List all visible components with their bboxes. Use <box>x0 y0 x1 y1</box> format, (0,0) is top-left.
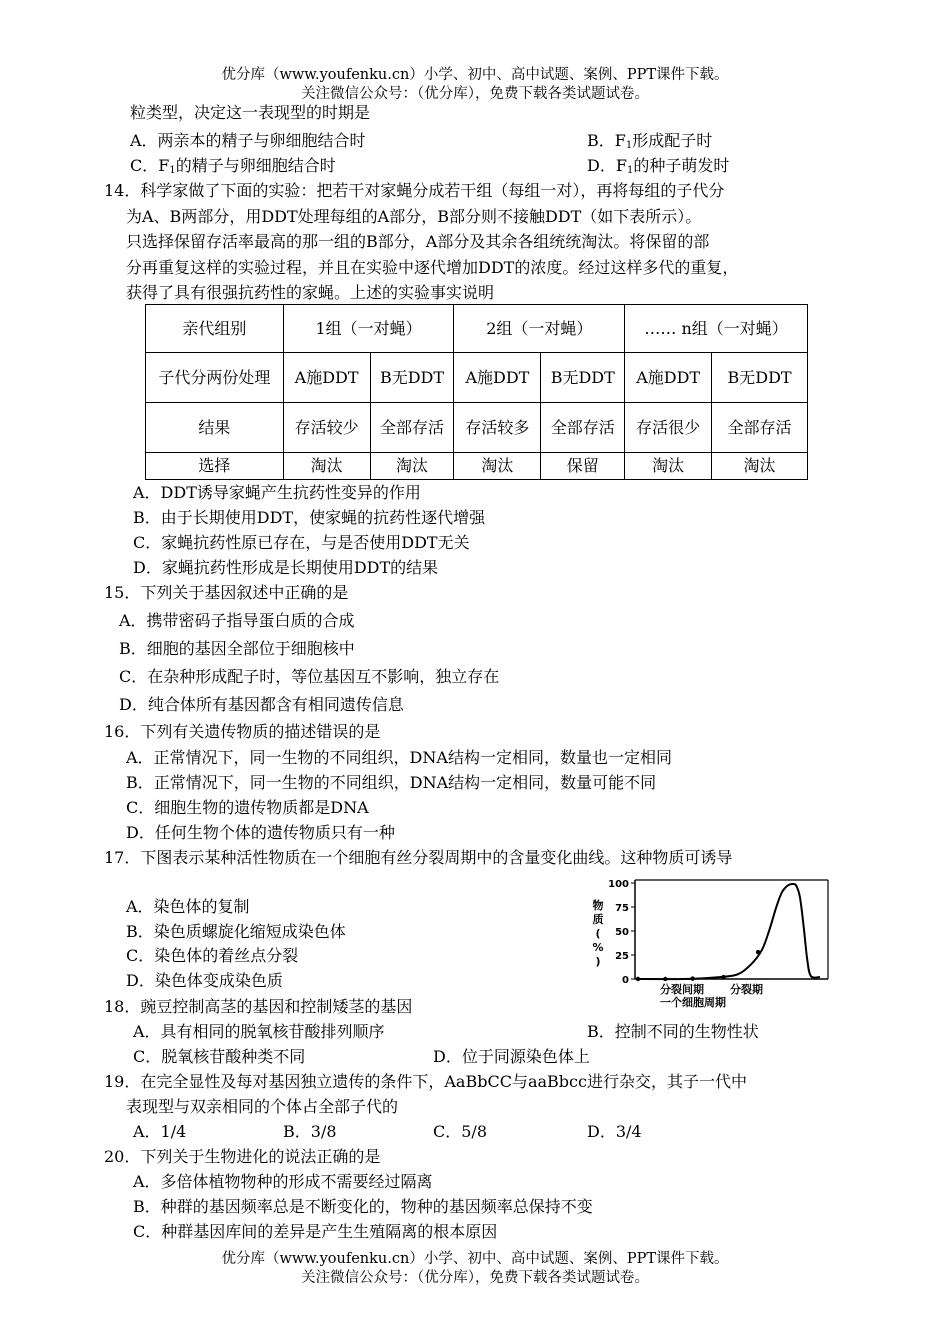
table-row <box>146 353 808 403</box>
table-cell: 淘汰 <box>370 453 454 480</box>
table-header-row <box>146 305 808 353</box>
q20-stem: 20．下列关于生物进化的说法正确的是 <box>104 1147 381 1166</box>
data-point <box>756 950 760 954</box>
q18-option-d: D．位于同源染色体上 <box>433 1047 590 1066</box>
q16-option-b: B．正常情况下，同一生物的不同组织，DNA结构一定相同，数量可能不同 <box>126 773 657 792</box>
table-cell: B无DDT <box>370 353 454 403</box>
q17-option-c: C．染色体的着丝点分裂 <box>126 946 299 965</box>
q19-option-d: D．3/4 <box>587 1122 642 1141</box>
y-tick-label: 100 <box>608 879 629 890</box>
header-line-1: 优分库（www.youfenku.cn）小学、初中、高中试题、案例、PPT课件下载。 <box>221 67 729 83</box>
q17-stem: 17．下图表示某种活性物质在一个细胞有丝分裂周期中的含量变化曲线。这种物质可诱导 <box>104 848 733 867</box>
data-point <box>636 977 640 981</box>
y-axis-label-glyph: % <box>592 941 604 954</box>
table-cell: 结果 <box>146 403 284 453</box>
table-cell: 淘汰 <box>454 453 541 480</box>
table-cell: 全部存活 <box>370 403 454 453</box>
ddt-experiment-table <box>145 304 808 480</box>
table-cell: A施DDT <box>625 353 712 403</box>
y-axis-label-glyph: ( <box>595 927 601 940</box>
y-tick-label: 75 <box>615 903 629 914</box>
q15-option-c: C．在杂种形成配子时，等位基因互不影响，独立存在 <box>119 667 500 686</box>
table-cell: 全部存活 <box>541 403 625 453</box>
footer-line-2: 关注微信公众号：（优分库），免费下载各类试题试卷。 <box>301 1270 649 1286</box>
y-tick-label: 50 <box>615 927 629 938</box>
y-axis-label-glyph: ) <box>595 955 601 968</box>
q15-option-d: D．纯合体所有基因都含有相同遗传信息 <box>119 695 404 714</box>
phase-label-interphase: 分裂间期 <box>660 983 704 996</box>
q17-option-a: A．染色体的复制 <box>126 897 250 916</box>
q13-option-d: D．$F_1$的种子萌发时 <box>587 156 730 176</box>
table-header-cell: 亲代组别 <box>146 305 284 353</box>
y-axis-label-glyph: 质 <box>592 913 604 926</box>
q14-stem-line-3: 只选择保留存活率最高的那一组的B部分，A部分及其余各组统统淘汰。将保留的部 <box>126 232 710 251</box>
q20-option-a: A．多倍体植物物种的形成不需要经过隔离 <box>133 1172 433 1191</box>
table-cell: 存活很少 <box>625 403 712 453</box>
table-cell: A施DDT <box>454 353 541 403</box>
table-header-cell: 1组（一对蝇） <box>283 305 454 353</box>
table-header-cell: 2组（一对蝇） <box>454 305 625 353</box>
q14-option-b: B．由于长期使用DDT，使家蝇的抗药性逐代增强 <box>133 508 486 527</box>
table-cell: 保留 <box>541 453 625 480</box>
q14-stem-line-1: 14．科学家做了下面的实验：把若干对家蝇分成若干组（每组一对），再将每组的子代分 <box>104 181 725 200</box>
table-cell: 淘汰 <box>625 453 712 480</box>
q14-option-d: D．家蝇抗药性形成是长期使用DDT的结果 <box>133 558 439 577</box>
table-cell: 子代分两份处理 <box>146 353 284 403</box>
q17-option-b: B．染色质螺旋化缩短成染色体 <box>126 922 346 941</box>
data-point <box>663 977 667 981</box>
table-header-cell: …… n组（一对蝇） <box>625 305 808 353</box>
y-axis-label <box>592 898 603 968</box>
q19-option-c: C．5/8 <box>433 1122 487 1141</box>
q16-option-d: D．任何生物个体的遗传物质只有一种 <box>126 823 395 842</box>
q14-stem-line-4: 分再重复这样的实验过程，并且在实验中逐代增加DDT的浓度。经过这样多代的重复， <box>126 258 739 277</box>
q16-option-c: C．细胞生物的遗传物质都是DNA <box>126 798 369 817</box>
q13-option-c: C．$F_1$的精子与卵细胞结合时 <box>130 156 336 176</box>
q15-option-a: A．携带密码子指导蛋白质的合成 <box>119 611 355 630</box>
cell-cycle-chart <box>580 875 840 1010</box>
q15-option-b: B．细胞的基因全部位于细胞核中 <box>119 639 355 658</box>
q13-stem-cont: 粒类型，决定这一表现型的时期是 <box>130 103 371 122</box>
y-tick-label: 0 <box>622 975 629 986</box>
x-axis-label: 一个细胞周期 <box>660 996 726 1009</box>
q18-option-c: C．脱氧核苷酸种类不同 <box>133 1047 306 1066</box>
table-row <box>146 403 808 453</box>
q14-option-c: C．家蝇抗药性原已存在，与是否使用DDT无关 <box>133 533 470 552</box>
table-cell: 淘汰 <box>712 453 808 480</box>
q14-option-a: A．DDT诱导家蝇产生抗药性变异的作用 <box>133 483 421 502</box>
content-curve <box>638 884 820 979</box>
table-row <box>146 453 808 480</box>
q13-option-b: B．$F_1$形成配子时 <box>587 131 713 151</box>
q19-option-b: B．3/8 <box>283 1122 337 1141</box>
data-point <box>690 976 694 980</box>
q20-option-b: B．种群的基因频率总是不断变化的，物种的基因频率总保持不变 <box>133 1197 593 1216</box>
phase-label-mitosis: 分裂期 <box>730 983 763 996</box>
q17-option-d: D．染色体变成染色质 <box>126 971 283 990</box>
y-tick-label: 25 <box>615 951 629 962</box>
table-cell: 全部存活 <box>712 403 808 453</box>
y-axis-label-glyph: 物 <box>592 899 604 912</box>
table-cell: 选择 <box>146 453 284 480</box>
q19-stem-line-1: 19．在完全显性及每对基因独立遗传的条件下，AaBbCC与aaBbcc进行杂交，其子一代中 <box>104 1072 747 1091</box>
q18-stem: 18．豌豆控制高茎的基因和控制矮茎的基因 <box>104 997 413 1016</box>
footer-line-1: 优分库（www.youfenku.cn）小学、初中、高中试题、案例、PPT课件下载。 <box>221 1251 729 1267</box>
q13-option-a: A．两亲本的精子与卵细胞结合时 <box>130 131 366 150</box>
q18-option-a: A．具有相同的脱氧核苷酸排列顺序 <box>133 1022 385 1041</box>
data-point <box>721 975 725 979</box>
q14-stem-line-5: 获得了具有很强抗药性的家蝇。上述的实验事实说明 <box>126 283 495 302</box>
table-cell: 存活较多 <box>454 403 541 453</box>
header-line-2: 关注微信公众号：（优分库），免费下载各类试题试卷。 <box>301 86 649 102</box>
q14-stem-line-2: 为A、B两部分，用DDT处理每组的A部分，B部分则不接触DDT（如下表所示）。 <box>126 207 702 226</box>
q19-stem-line-2: 表现型与双亲相同的个体占全部子代的 <box>126 1097 399 1116</box>
table-cell: A施DDT <box>283 353 370 403</box>
q18-option-b: B．控制不同的生物性状 <box>587 1022 759 1041</box>
table-cell: 存活较少 <box>283 403 370 453</box>
q20-option-c: C．种群基因库间的差异是产生生殖隔离的根本原因 <box>133 1222 498 1241</box>
table-cell: B无DDT <box>712 353 808 403</box>
q16-option-a: A．正常情况下，同一生物的不同组织，DNA结构一定相同，数量也一定相同 <box>126 748 672 767</box>
q19-option-a: A．1/4 <box>133 1122 187 1141</box>
table-cell: 淘汰 <box>283 453 370 480</box>
q15-stem: 15．下列关于基因叙述中正确的是 <box>104 583 349 602</box>
table-cell: B无DDT <box>541 353 625 403</box>
q16-stem: 16．下列有关遗传物质的描述错误的是 <box>104 722 381 741</box>
